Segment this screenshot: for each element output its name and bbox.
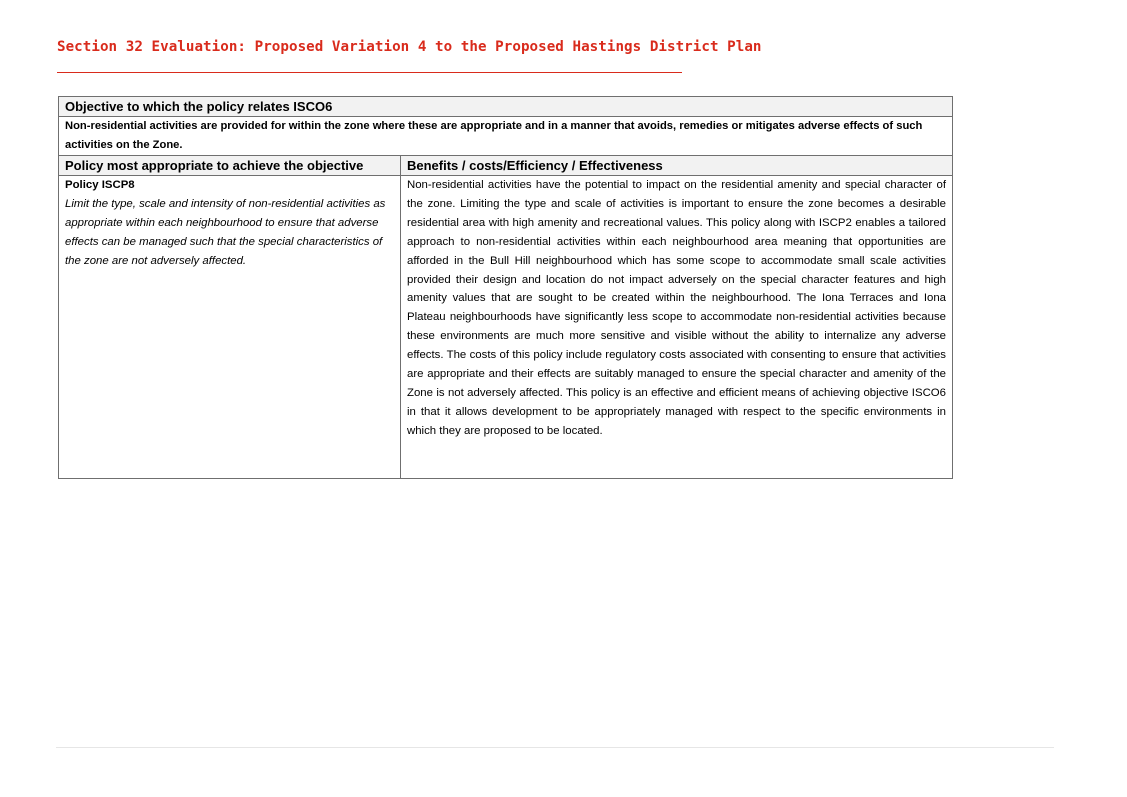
objective-text: Non-residential activities are provided for within the zone where these are appropriate and in a manner that avoids, remedies or mitigates adverse effects of such activities on the Zone. [59,117,953,156]
objective-heading-row [59,97,953,117]
objective-text-row [59,117,953,156]
policy-cell [59,176,401,479]
policy-column-heading: Policy most appropriate to achieve the objective [59,156,401,176]
benefits-column-heading: Benefits / costs/Efficiency / Effectiveness [401,156,953,176]
title-underline [57,72,682,73]
policy-text: Limit the type, scale and intensity of non-residential activities as appropriate within each neighbourhood to ensure that adverse effects can be managed such that the special characteristics of the zone are not adversely affected. [65,197,386,267]
document-title: Section 32 Evaluation: Proposed Variation 4 to the Proposed Hastings District Plan [57,39,762,55]
evaluation-table [58,96,953,479]
footer-divider [56,747,1054,748]
benefits-cell: Non-residential activities have the potential to impact on the residential amenity and special character of the zone. Limiting the type and scale of activities is important to ensure the zone becomes a desirable residential area with high amenity and recreational values. This policy along with ISCP2 enables a tailored approach to non-residential activities within each neighbourhood area meaning that opportunities are afforded in the Bull Hill neighbourhood which has some scope to accommodate small scale activities provided their design and location do not impact adversely on the special character features and high amenity values that are sought to be created within the neighbourhood. The Iona Terraces and Iona Plateau neighbourhoods have significantly less scope to accommodate non-residential activities because these environments are much more sensitive and visible without the ability to internalize any adverse effects. The costs of this policy include regulatory costs associated with consenting to ensure that activities are appropriate and their effects are suitably managed to ensure the special character and amenity of the Zone is not adversely affected. This policy is an effective and efficient means of achieving objective ISCO6 in that it allows development to be appropriately managed with respect to the specific environments in which they are proposed to be located. [401,176,953,479]
column-heading-row [59,156,953,176]
policy-row [59,176,953,479]
policy-name: Policy ISCP8 [65,179,135,191]
objective-heading: Objective to which the policy relates ISCO6 [59,97,953,117]
document-header [57,38,762,56]
